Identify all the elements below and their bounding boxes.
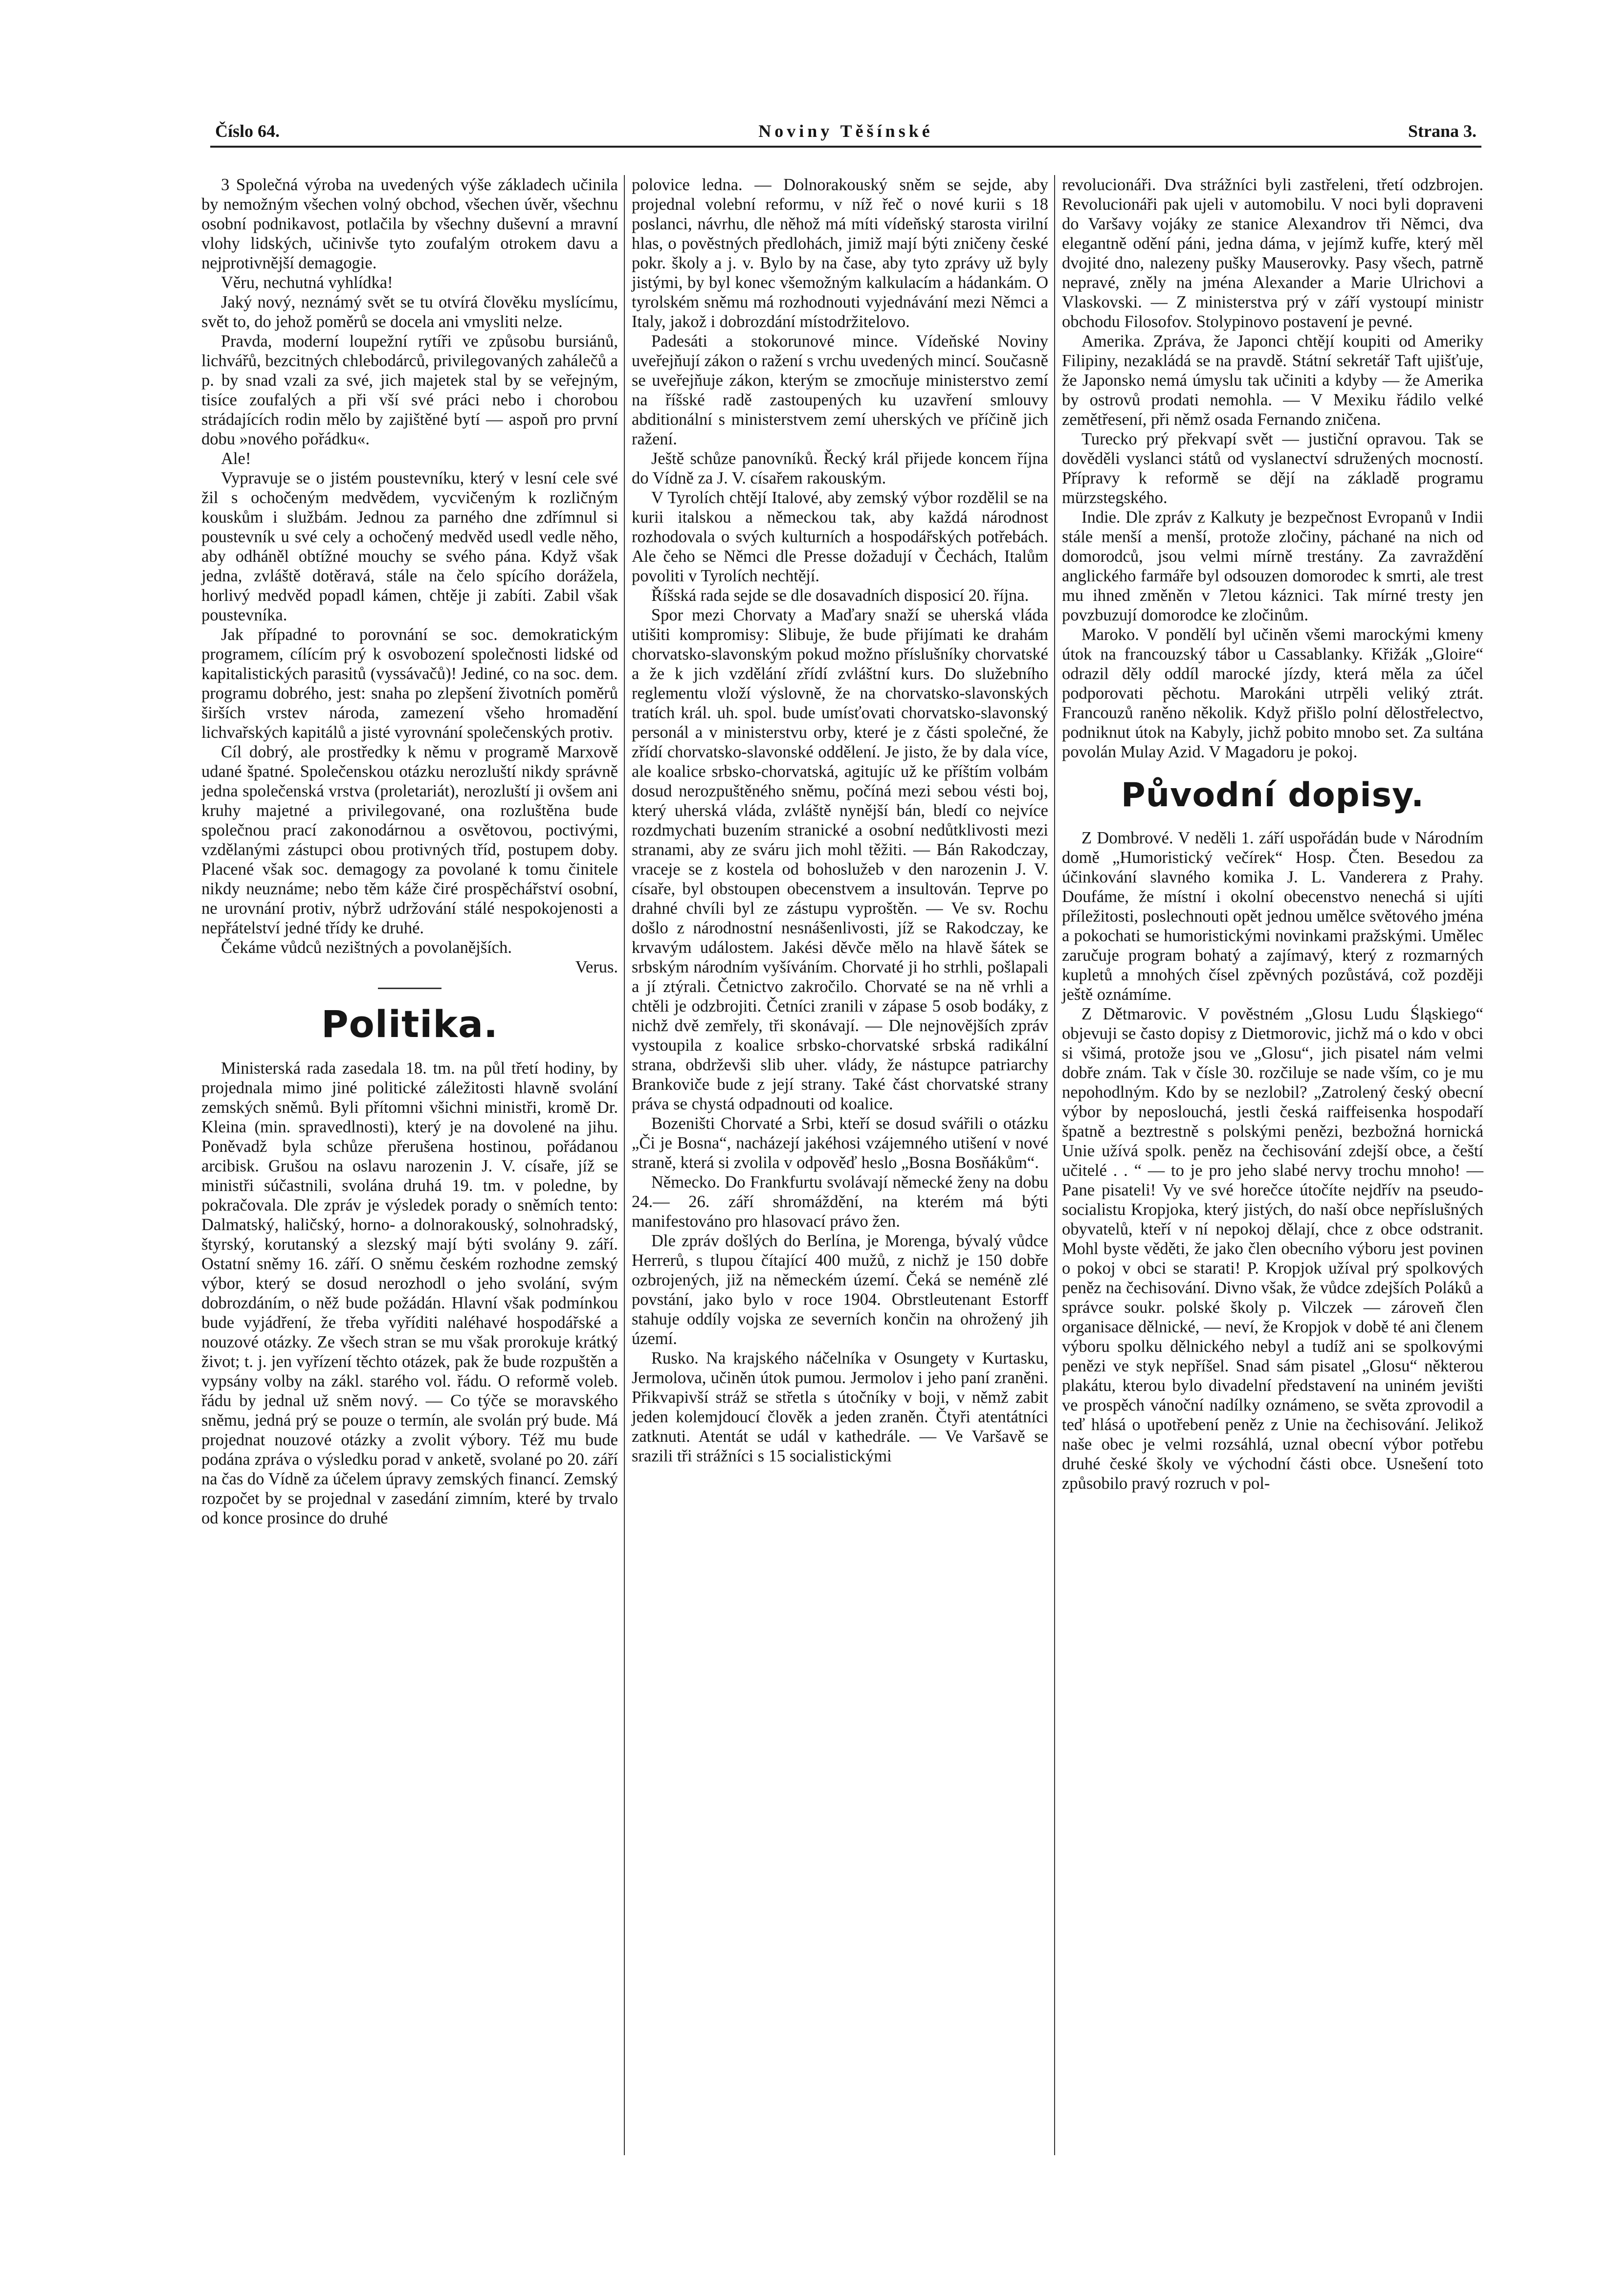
issue-number: Číslo 64. — [215, 121, 280, 141]
column-divider — [624, 175, 625, 2155]
article-paragraph: Jaký nový, neznámý svět se tu otvírá člověku myslícímu, svět to, do jehož poměrů se docela ani vmysliti nelze. — [201, 293, 618, 331]
news-item: Turecko prý překvapí svět — justiční opravou. Tak se dověděli vyslanci států od vyslanectví sdružených mocností. Přípravy k reformě se dějí na základě programu mürzstegského. — [1062, 430, 1483, 507]
column-middle — [632, 175, 1048, 1466]
news-item: polovice ledna. — Dolnorakouský sněm se sejde, aby projednal volební reformu, v níž řeč o nové kurii s 18 poslanci, návrhu, dle něhož má míti vídeňský starosta virilní hlas, o pověstných předlohách, jimiž mají býti zničeny české pokr. školy a j. v. Bylo by na čase, aby tyto zprávy už byly jistými, by byl konec všemožným kalkulacím a hádankám. O tyrolském sněmu má rozhodnouti vyjednávání mezi Němci a Italy, jakož i dobrozdání místodržitelovo. — [632, 176, 1048, 331]
article-signature: Verus. — [575, 958, 618, 976]
section-heading-politika: Politika. — [321, 1002, 499, 1046]
article-paragraph: Pravda, moderní loupežní rytíři ve způsobu bursiánů, lichvářů, bezcitných chlebodárců, privilegovaných zahálečů a p. by snad vzali za své, jich majetek stal by se veřejným, tisíce zoufalých a při vší své práci nebo i chorobou strádajících rodin mělo by zajištěné bytí — aspoň pro první dobu »nového pořádku«. — [201, 332, 618, 448]
news-item: Amerika. Zpráva, že Japonci chtějí koupiti od Ameriky Filipiny, nezakládá se na pravdě. Státní sekretář Taft ujišťuje, že Japonsko nemá úmyslu tak učiniti a kdyby — že Amerika by ostrovů prodati nemohla. — V Mexiku řádilo velké zemětřesení, při němž osada Fernando zničena. — [1062, 332, 1483, 429]
news-item: Ještě schůze panovníků. Řecký král přijede koncem října do Vídně za J. V. císařem rakouským. — [632, 449, 1048, 487]
news-item: Indie. Dle zpráv z Kalkuty je bezpečnost Evropanů v Indii stále menší a menší, protože zločiny, páchané na nich od domorodců, jsou velmi mírně trestány. Za zavraždění anglického farmáře byl odsouzen domorodec k smrti, ale trest mu ihned změněn v 7letou káznici. Tak mírné tresty jen povzbuzují domorodce ke zločinům. — [1062, 508, 1483, 624]
article-paragraph: Čekáme vůdců nezištných a povolanějších. — [221, 938, 512, 957]
news-item: V Tyrolích chtějí Italové, aby zemský výbor rozdělil se na kurii italskou a německou tak, aby každá národnost rozhodovala o svých kulturních a hospodářských potřebách. Ale čeho se Němci dle Presse dožadují v Čechách, Italům povoliti v Tyrolích nechtějí. — [632, 488, 1048, 585]
section-separator — [378, 988, 441, 989]
column-right — [1062, 175, 1483, 1493]
news-item: Říšská rada sejde se dle dosavadních disposicí 20. října. — [651, 586, 1029, 605]
article-paragraph: Ale! — [221, 449, 251, 468]
column-divider — [1054, 175, 1055, 2155]
article-paragraph: 3 Společná výroba na uvedených výše základech učinila by nemožným všechen volný obchod, všechen úvěr, všechnu osobní podnikavost, potlačila by všechny duševní a mravní vlohy lidských, učinivše tyto zoufalým otrokem davu a nejprotivnější demagogie. — [201, 176, 618, 272]
page-header — [210, 119, 1481, 149]
header-divider — [210, 146, 1481, 148]
news-item: Rusko. Na krajského náčelníka v Osungety v Kurtasku, Jermolova, učiněn útok pumou. Jermolov i jeho paní zraněni. Přikvapivší stráž se střetla s útočníky v boji, v němž zabit jeden kolemjdoucí člověk a jeden zraněn. Čtyři atentátníci zatknuti. Atentát se udál v kathedrále. — Ve Varšavě se srazili tři strážníci s 15 socialistickými — [632, 1349, 1048, 1465]
news-item: revolucionáři. Dva strážníci byli zastřeleni, třetí odzbrojen. Revolucionáři pak ujeli v automobilu. V noci byli dopraveni do Varšavy vojáky ze stanice Alexandrov tři Němci, dva elegantně odění páni, jedna dáma, v jejímž kufře, který měl dvojité dno, nalezeny pušky Mauserovky. Pasy všech, patrně nepravé, zněly na jména Alexander a Marie Ulrichovi a Vlaskovski. — Z ministerstva prý v září vystoupí ministr obchodu Filosofov. Stolypinovo postavení je pevné. — [1062, 176, 1483, 331]
news-item: Bozeništi Chorvaté a Srbi, kteří se dosud svářili o otázku „Či je Bosna“, nacházejí jakéhosi vzájemného utišení v nové straně, která si zvolila v odpověď heslo „Bosna Bosňákům“. — [632, 1114, 1048, 1172]
article-paragraph: Cíl dobrý, ale prostředky k němu v programě Marxově udané špatné. Společenskou otázku nerozluští nikdy správně jedna společenská vrstva (proletariát), nerozluští ji ovšem ani kruhy majetné a privilegované, ona rozluštěna bude společnou prací zakonodárnou a osvětovou, poctivými, vzdělanými zástupci obou protivných tříd, postupem doby. Placené však soc. demagogy za povolané k tomu činitele nikdy neuznáme; nebo těm káže čiré prospěchářství osobní, ne urovnání protiv, nýbrž udržování stálé nespokojenosti a nepřátelství jedné třídy ke druhé. — [201, 743, 618, 937]
section-heading-puvodni-dopisy: Původní dopisy. — [1121, 776, 1425, 815]
newspaper-title: Noviny Těšínské — [758, 121, 933, 141]
news-item: Ministerská rada zasedala 18. tm. na půl třetí hodiny, by projednala mimo jiné politické záležitosti hlavně svolání zemských sněmů. Byli přítomni všichni ministři, kromě Dr. Kleina (min. spravedlnosti), který je na dovolené na jihu. Poněvadž byla schůze přerušena hostinou, pořádanou arcibisk. Grušou na oslavu narozenin J. V. císaře, jíž se ministři súčastnili, svolána druhá 19. tm. v poledne, by pokračovala. Dle zpráv je výsledek porady o sněmích tento: Dalmatský, haličský, horno- a dolnorakouský, solnohradský, štyrský, korutanský a slezský mají býti svolány 9. září. Ostatní sněmy 16. září. O sněmu českém rozhodne zemský výbor, který se dosud nerozhodl o jeho svolání, svým dobrozdáním, o něž bude požádán. Hlavní však podmínkou bude vyjádření, že třeba vyříditi naléhavé hospodářské a nouzové otázky. Ze všech stran se mu však prorokuje krátký život; t. j. jen vyřízení těchto otázek, pak že bude rozpuštěn a vypsány volby na zákl. starého vol. řádu. O reformě voleb. řádu by jednal už sněm nový. — Co týče se moravského sněmu, jedná prý se pouze o termín, ale svolán prý bude. Má projednat nouzové otázky a zvolit výbory. Též mu bude podána zpráva o výsledku porad v anketě, svolané po 20. září na čas do Vídně za účelem úpravy zemských financí. Zemský rozpočet by se projednal v zasedání zimním, které by trvalo od konce prosince do druhé — [201, 1059, 618, 1527]
news-item: Dle zpráv došlých do Berlína, je Morenga, bývalý vůdce Herrerů, s tlupou čítající 400 mužů, z nichž je 150 dobře ozbrojených, již na německém území. Čeká se neméně zlé povstání, jako bylo v roce 1904. Obrstleutenant Estorff stahuje oddíly vojska ze severních končin na ohrožený jih území. — [632, 1232, 1048, 1348]
article-paragraph: Věru, nechutná vyhlídka! — [221, 273, 393, 292]
news-item: Spor mezi Chorvaty a Maďary snaží se uherská vláda utišiti kompromisy: Slibuje, že bude přijímati ke drahám chorvatsko-slavonským pokud možno příslušníky chorvatské a že k jich vzdělání zřídí zvláštní kurs. Do služebního reglementu vloží výslovně, že na chorvatsko-slavonských tratích král. uh. spol. bude umísťovati chorvatsko-slavonský personál a v ministerstvu orby, které je z části společné, že zřídí chorvatsko-slavonské oddělení. Je jisto, že by dala více, ale koalice srbsko-chorvatská, agitujíc už ke příštím volbám dosud nerozpuštěného sněmu, počíná mezi sebou vésti boj, který uherská vláda, zvláště nynější bán, bledí co nejvíce rozdmychati buzením stranické a osobní nedůtklivosti mezi stranami, aby ze sváru jich mohl těžiti. — Bán Rakodczay, vraceje se z kostela od bohoslužeb v den narozenin J. V. císaře, byl obstoupen obecenstvem a insultován. Teprve po drahné chvíli byl ze zástupu vyproštěn. — Ve sv. Rochu došlo z národnostní nesnášenlivosti, jíž se Rakodczay, ke krvavým událostem. Jakési děvče mělo na hlavě šátek se srbským národním vyšíváním. Chorvaté ji ho strhli, pošlapali a jí ztýrali. Četnictvo zakročilo. Chorvaté se na ně vrhli a chtěli je odzbrojiti. Četníci zranili v zápase 5 osob bodáky, z nichž dvě zemřely, tři skonávají. — Dle nejnovějších zpráv vystoupila z koalice srbsko-chorvatské srbská radikální strana, obdrževši slib uher. vlády, že nástupce patriarchy Brankoviče bude z její strany. Také část chorvatské strany práva se chystá odpadnouti od koalice. — [632, 606, 1048, 1113]
news-item: Padesáti a stokorunové mince. Vídeňské Noviny uveřejňují zákon o ražení s vrchu uvedených mincí. Současně se uveřejňuje zákon, kterým se zmocňuje ministerstvo zemí na říšské radě zastoupených ku uzavření smlouvy abditionální s ministerstvem zemí uherských ve příčině jich ražení. — [632, 332, 1048, 448]
letter-item: Z Dětmarovic. V pověstném „Glosu Ludu Śląskiego“ objevuji se často dopisy z Dietmorovic, jichž má o kdo v obci si všimá, protože jsou ve „Glosu“, jich pisatel nám velmi dobře znám. Tak v čísle 30. rozčiluje se nade vším, co je mu nepohodlným. Kdo by se nezlobil? „Zatrolený český obecní výbor by neposlouchá, jestli česká raiffeisenka hospodaří špatně a beztrestně s polskými penězi, bezbožná hornická Unie užívá spolk. peněz na čechisování zdejší obce, a čeští učitelé . . “ — to je pro jeho slabé nervy trochu mnoho! — Pane pisateli! Vy ve své horečce útočíte nejdřív na pseudo-socialistu Kropjoka, který jistých, do naší obce nepříslušných obyvatelů, kteří v ní nepokoj dělají, chce z obce odstranit. Mohl byste věděti, že jako člen obecního výboru jest povinen o pokoj v obci se starati! P. Kropjok užíval prý spolkových peněz na čechisování. Divno však, že vůdce zdejších Poláků a správce soukr. polské školy p. Vilczek — zároveň člen organisace dělnické, — neví, že Kropjok v době té ani členem výboru spolku dělnického nebyl a tudíž ani se spolkovými penězi ve styk nepříšel. Snad sám pisatel „Glosu“ některou plakátu, kterou bylo divadelní představení na uniném jevišti ve prospěch vánoční nadílky oznámeno, se světa zprovodil a teď hlásá o upotřebení peněz z Unie na čechisování. Jelikož naše obec je velmi rozsáhlá, uznal obecní výbor potřebu druhé české školy ve východní části obce. Usnešení toto způsobilo pravý rozruch v pol- — [1062, 1005, 1483, 1493]
article-paragraph: Vypravuje se o jistém poustevníku, který v lesní cele své žil s ochočeným medvědem, vycvičeným k rozličným kouskům i službám. Jednou za parného dne zdřímnul si poustevník u své cely a ochočený medvěd usedl vedle něho, aby odháněl obtížné mouchy se svého pána. Když však jedna, zvláště dotěravá, stále na čelo spícího dorážela, horlivý medvěd popadl kámen, chtěje ji zabíti. Zabil však poustevníka. — [201, 469, 618, 624]
news-item: Německo. Do Frankfurtu svolávají německé ženy na dobu 24.— 26. září shromáždění, na kterém má býti manifestováno pro hlasovací právo žen. — [632, 1173, 1048, 1231]
article-paragraph: Jak případné to porovnání se soc. demokratickým programem, cílícím prý k osvobození společnosti lidské od kapitalistických parasitů (vyssávačů)! Jediné, co na soc. dem. programu dobrého, jest: snaha po zlepšení životních poměrů širších vrstev národa, zamezení všeho hromadění lichvařských kapitálů a jisté vyrovnání společenských protiv. — [201, 625, 618, 742]
news-item: Maroko. V pondělí byl učiněn všemi marockými kmeny útok na francouzský tábor u Cassablanky. Křižák „Gloire“ odrazil děly oddíl marocké jízdy, která měla za účel podporovati pěchotu. Marokáni utrpěli veliký ztrát. Francouzů raněno několik. Když přišlo polní dělostřelectvo, podniknut útok na Kabyly, jichž pobito mnobo set. Za sultána povolán Mulay Azid. V Magadoru je pokoj. — [1062, 625, 1483, 761]
page-number: Strana 3. — [1408, 121, 1477, 141]
column-left — [201, 175, 618, 1528]
letter-item: Z Dombrové. V neděli 1. září uspořádán bude v Národním domě „Humoristický večírek“ Hosp. Čten. Besedou za účinkování slavného komika J. L. Vanderera z Prahy. Doufáme, že místní i okolní obecenstvo nenechá si ujíti příležitosti, poslechnouti opět jednou umělce světového jména a pokochati se humoristickými novinkami pražskými. Umělec zaručuje program bohatý a zajímavý, který z rozmarných kupletů a mnohých čísel zpěvných pozůstává, což později ještě oznámíme. — [1062, 829, 1483, 1004]
